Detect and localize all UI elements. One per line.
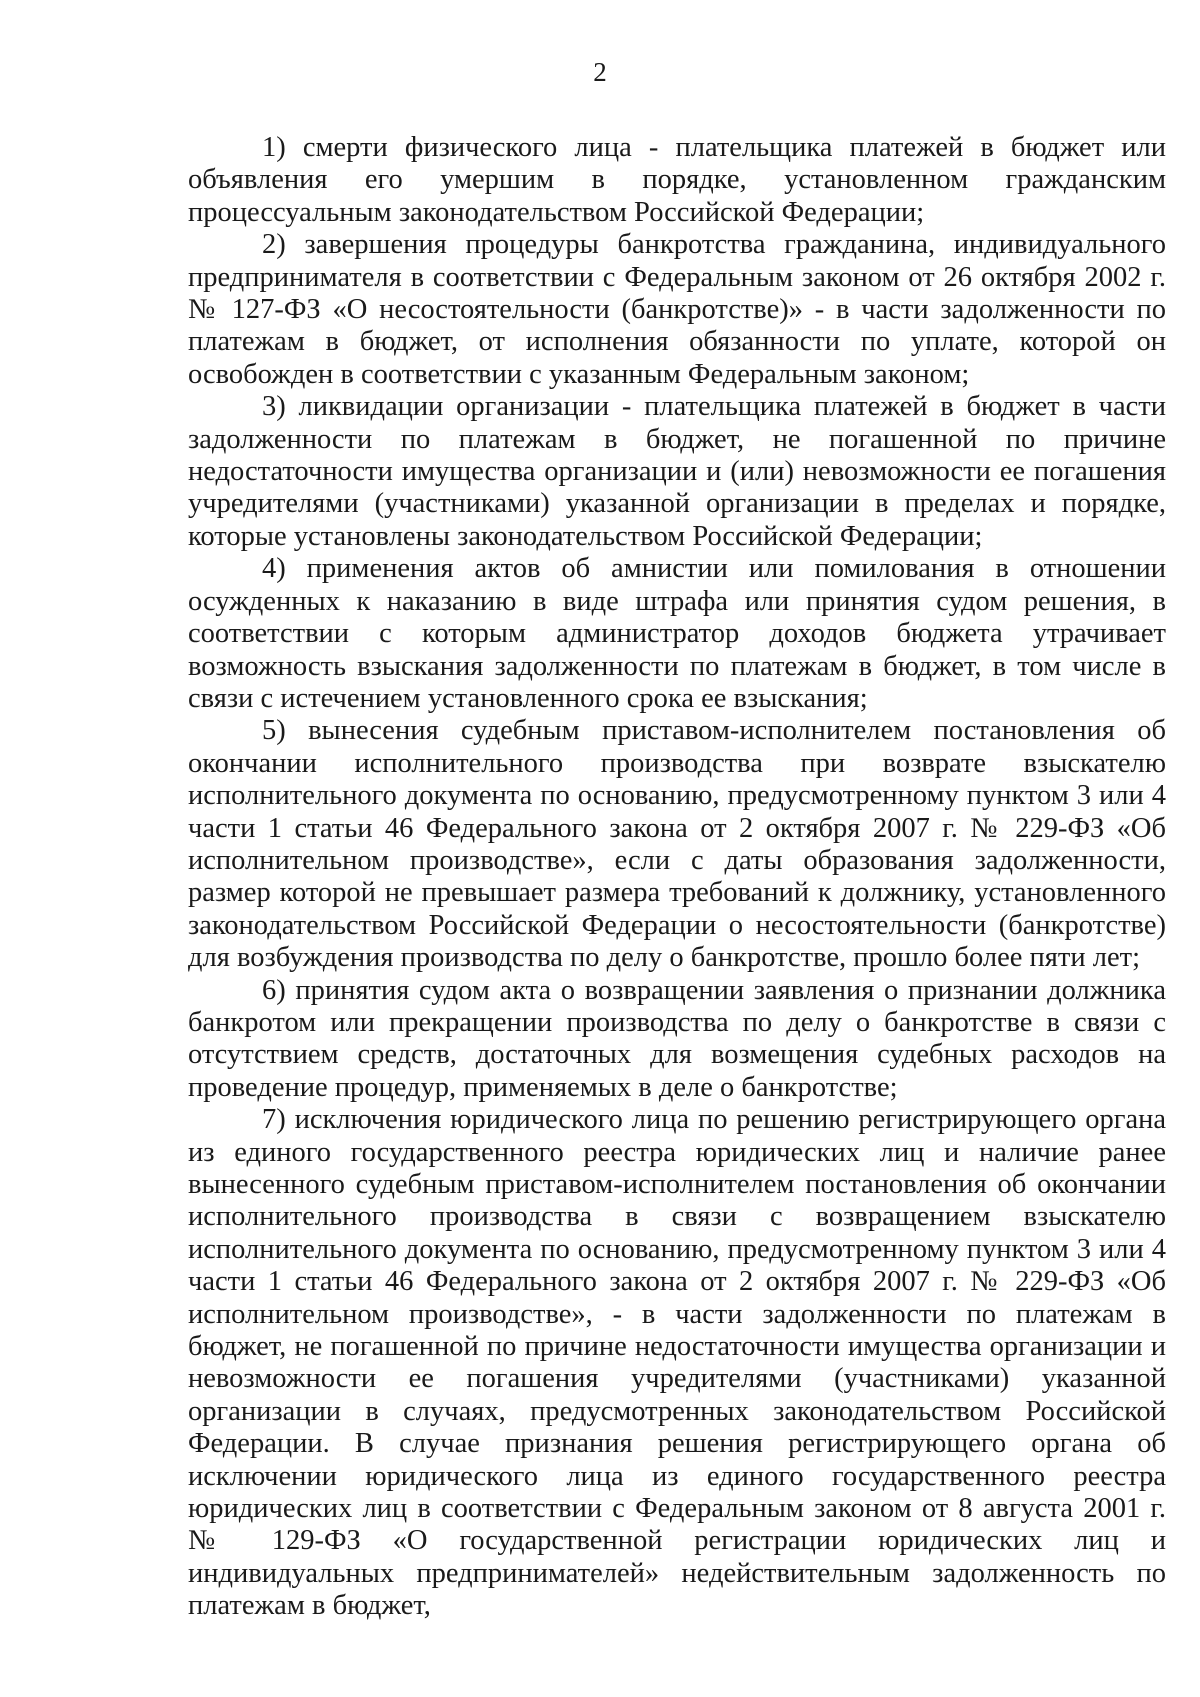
paragraph-item-5: 5) вынесения судебным приставом-исполнителем постановления об окончании исполнительного производства при возврате взыскателю исполнительного документа по основанию, предусмотренному пунктом 3 или 4 части 1 статьи 46 Федерального закона от 2 октября 2007 г. № 229-ФЗ «Об исполнительном производстве», если с даты образования задолженности, размер которой не превышает размера требований к должнику, установленного законодательством Российской Федерации о несостоятельности (банкротстве) для возбуждения производства по делу о банкротстве, прошло более пяти лет; [188,715,1166,974]
document-body [188,132,1166,1623]
paragraph-item-4: 4) применения актов об амнистии или помилования в отношении осужденных к наказанию в виде штрафа или принятия судом решения, в соответствии с которым администратор доходов бюджета утрачивает возможность взыскания задолженности по платежам в бюджет, в том числе в связи с истечением установленного срока ее взыскания; [188,553,1166,714]
paragraph-item-7: 7) исключения юридического лица по решению регистрирующего органа из единого государственного реестра юридических лиц и наличие ранее вынесенного судебным приставом-исполнителем постановления об окончании исполнительного производства в связи с возвращением взыскателю исполнительного документа по основанию, предусмотренному пунктом 3 или 4 части 1 статьи 46 Федерального закона от 2 октября 2007 г. № 229-ФЗ «Об исполнительном производстве», - в части задолженности по платежам в бюджет, не погашенной по причине недостаточности имущества организации и невозможности ее погашения учредителями (участниками) указанной организации в случаях, предусмотренных законодательством Российской Федерации. В случае признания решения регистрирующего органа об исключении юридического лица из единого государственного реестра юридических лиц в соответствии с Федеральным законом от 8 августа 2001 г. № 129-ФЗ «О государственной регистрации юридических лиц и индивидуальных предпринимателей» недействительным задолженность по платежам в бюджет, [188,1104,1166,1622]
paragraph-item-6: 6) принятия судом акта о возвращении заявления о признании должника банкротом или прекращении производства по делу о банкротстве в связи с отсутствием средств, достаточных для возмещения судебных расходов на проведение процедур, применяемых в деле о банкротстве; [188,974,1166,1103]
page-number: 2 [593,57,607,87]
paragraph-item-2: 2) завершения процедуры банкротства гражданина, индивидуального предпринимателя в соответствии с Федеральным законом от 26 октября 2002 г. № 127-ФЗ «О несостоятельности (банкротстве)» - в части задолженности по платежам в бюджет, от исполнения обязанности по уплате, которой он освобожден в соответствии с указанным Федеральным законом; [188,229,1166,390]
paragraph-item-3: 3) ликвидации организации - плательщика платежей в бюджет в части задолженности по платежам в бюджет, не погашенной по причине недостаточности имущества организации и (или) невозможности ее погашения учредителями (участниками) указанной организации в пределах и порядке, которые установлены законодательством Российской Федерации; [188,391,1166,552]
paragraph-item-1: 1) смерти физического лица - плательщика платежей в бюджет или объявления его умершим в порядке, установленном гражданским процессуальным законодательством Российской Федерации; [188,132,1166,228]
